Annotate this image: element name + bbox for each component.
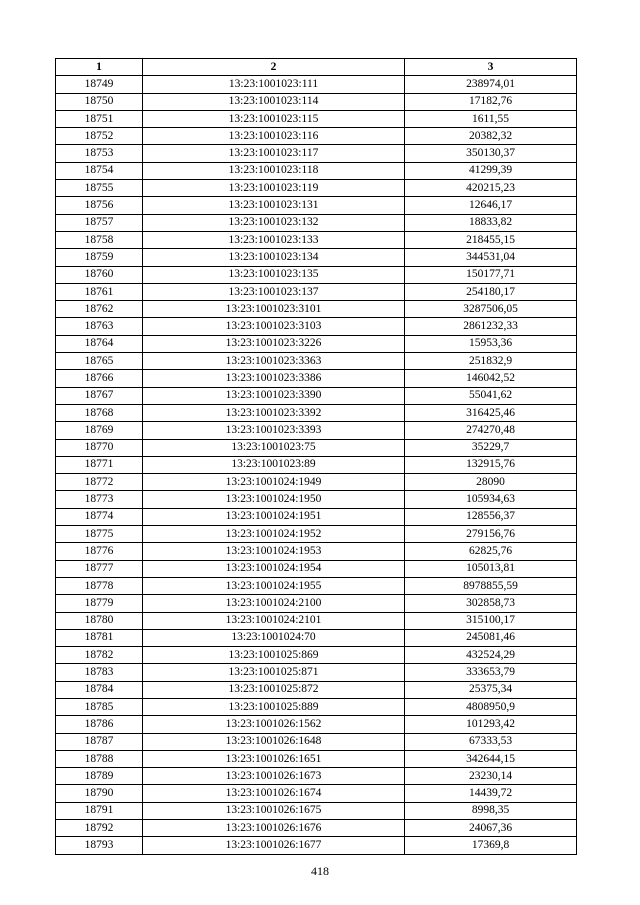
row-number-cell: 18754 [56, 162, 143, 179]
table-row [56, 197, 577, 214]
cadastral-number-cell: 13:23:1001024:1949 [143, 474, 405, 491]
cadastral-number-cell: 13:23:1001023:3386 [143, 370, 405, 387]
table-row [56, 837, 577, 854]
cadastral-number-cell: 13:23:1001023:117 [143, 145, 405, 162]
row-number-cell: 18790 [56, 785, 143, 802]
cadastral-number-cell: 13:23:1001023:118 [143, 162, 405, 179]
table-row [56, 76, 577, 93]
table-row [56, 577, 577, 594]
table-row [56, 249, 577, 266]
table-row [56, 128, 577, 145]
value-cell: 150177,71 [405, 266, 577, 283]
cadastral-number-cell: 13:23:1001024:2101 [143, 612, 405, 629]
cadastral-number-cell: 13:23:1001023:3390 [143, 387, 405, 404]
row-number-cell: 18757 [56, 214, 143, 231]
table-row [56, 214, 577, 231]
table-row [56, 335, 577, 352]
row-number-cell: 18783 [56, 664, 143, 681]
row-number-cell: 18767 [56, 387, 143, 404]
cadastral-number-cell: 13:23:1001026:1673 [143, 768, 405, 785]
table-row [56, 560, 577, 577]
cadastral-number-cell: 13:23:1001023:135 [143, 266, 405, 283]
value-cell: 350130,37 [405, 145, 577, 162]
row-number-cell: 18776 [56, 543, 143, 560]
value-cell: 101293,42 [405, 716, 577, 733]
cadastral-number-cell: 13:23:1001024:1952 [143, 526, 405, 543]
column-header-1: 1 [56, 59, 143, 76]
row-number-cell: 18792 [56, 820, 143, 837]
value-cell: 24067,36 [405, 820, 577, 837]
cadastral-number-cell: 13:23:1001026:1674 [143, 785, 405, 802]
column-header-3: 3 [405, 59, 577, 76]
value-cell: 17182,76 [405, 93, 577, 110]
row-number-cell: 18765 [56, 353, 143, 370]
cadastral-number-cell: 13:23:1001024:70 [143, 629, 405, 646]
table-body [56, 76, 577, 854]
value-cell: 12646,17 [405, 197, 577, 214]
value-cell: 4808950,9 [405, 698, 577, 715]
table-row [56, 768, 577, 785]
table-row [56, 508, 577, 525]
table-row [56, 283, 577, 300]
row-number-cell: 18771 [56, 456, 143, 473]
row-number-cell: 18770 [56, 439, 143, 456]
table-row [56, 716, 577, 733]
table-row [56, 750, 577, 767]
value-cell: 2861232,33 [405, 318, 577, 335]
value-cell: 274270,48 [405, 422, 577, 439]
table-row [56, 231, 577, 248]
row-number-cell: 18789 [56, 768, 143, 785]
cadastral-number-cell: 13:23:1001023:133 [143, 231, 405, 248]
cadastral-number-cell: 13:23:1001024:1953 [143, 543, 405, 560]
row-number-cell: 18752 [56, 128, 143, 145]
row-number-cell: 18768 [56, 404, 143, 421]
row-number-cell: 18780 [56, 612, 143, 629]
table-row [56, 612, 577, 629]
cadastral-number-cell: 13:23:1001023:3103 [143, 318, 405, 335]
table-row [56, 491, 577, 508]
cadastral-number-cell: 13:23:1001025:872 [143, 681, 405, 698]
cadastral-number-cell: 13:23:1001023:119 [143, 180, 405, 197]
table-row [56, 370, 577, 387]
table-row [56, 629, 577, 646]
value-cell: 333653,79 [405, 664, 577, 681]
row-number-cell: 18751 [56, 110, 143, 127]
row-number-cell: 18791 [56, 802, 143, 819]
row-number-cell: 18781 [56, 629, 143, 646]
table-row [56, 664, 577, 681]
table-row [56, 145, 577, 162]
column-header-2: 2 [143, 59, 405, 76]
row-number-cell: 18756 [56, 197, 143, 214]
cadastral-number-cell: 13:23:1001025:869 [143, 647, 405, 664]
cadastral-number-cell: 13:23:1001026:1675 [143, 802, 405, 819]
value-cell: 238974,01 [405, 76, 577, 93]
table-row [56, 474, 577, 491]
row-number-cell: 18772 [56, 474, 143, 491]
row-number-cell: 18785 [56, 698, 143, 715]
row-number-cell: 18782 [56, 647, 143, 664]
table-row [56, 785, 577, 802]
cadastral-number-cell: 13:23:1001025:871 [143, 664, 405, 681]
row-number-cell: 18775 [56, 526, 143, 543]
cadastral-number-cell: 13:23:1001026:1677 [143, 837, 405, 854]
value-cell: 128556,37 [405, 508, 577, 525]
table-row [56, 266, 577, 283]
value-cell: 41299,39 [405, 162, 577, 179]
cadastral-number-cell: 13:23:1001023:75 [143, 439, 405, 456]
cadastral-number-cell: 13:23:1001023:3393 [143, 422, 405, 439]
table-row [56, 110, 577, 127]
value-cell: 146042,52 [405, 370, 577, 387]
row-number-cell: 18761 [56, 283, 143, 300]
value-cell: 302858,73 [405, 595, 577, 612]
table-row [56, 456, 577, 473]
value-cell: 1611,55 [405, 110, 577, 127]
value-cell: 20382,32 [405, 128, 577, 145]
row-number-cell: 18750 [56, 93, 143, 110]
table-row [56, 301, 577, 318]
cadastral-number-cell: 13:23:1001023:131 [143, 197, 405, 214]
value-cell: 420215,23 [405, 180, 577, 197]
cadastral-number-cell: 13:23:1001024:1951 [143, 508, 405, 525]
table-row [56, 802, 577, 819]
row-number-cell: 18773 [56, 491, 143, 508]
row-number-cell: 18758 [56, 231, 143, 248]
cadastral-number-cell: 13:23:1001025:889 [143, 698, 405, 715]
value-cell: 316425,46 [405, 404, 577, 421]
value-cell: 18833,82 [405, 214, 577, 231]
cadastral-number-cell: 13:23:1001024:1950 [143, 491, 405, 508]
row-number-cell: 18753 [56, 145, 143, 162]
row-number-cell: 18762 [56, 301, 143, 318]
data-table [55, 58, 577, 855]
table-row [56, 698, 577, 715]
table-row [56, 647, 577, 664]
cadastral-number-cell: 13:23:1001023:3101 [143, 301, 405, 318]
value-cell: 279156,76 [405, 526, 577, 543]
row-number-cell: 18779 [56, 595, 143, 612]
table-row [56, 526, 577, 543]
cadastral-number-cell: 13:23:1001023:134 [143, 249, 405, 266]
table-row [56, 733, 577, 750]
table-row [56, 318, 577, 335]
value-cell: 245081,46 [405, 629, 577, 646]
row-number-cell: 18766 [56, 370, 143, 387]
cadastral-number-cell: 13:23:1001026:1676 [143, 820, 405, 837]
cadastral-number-cell: 13:23:1001026:1651 [143, 750, 405, 767]
value-cell: 25375,34 [405, 681, 577, 698]
table-row [56, 595, 577, 612]
cadastral-number-cell: 13:23:1001023:114 [143, 93, 405, 110]
value-cell: 28090 [405, 474, 577, 491]
cadastral-number-cell: 13:23:1001023:111 [143, 76, 405, 93]
value-cell: 35229,7 [405, 439, 577, 456]
row-number-cell: 18793 [56, 837, 143, 854]
cadastral-number-cell: 13:23:1001026:1562 [143, 716, 405, 733]
cadastral-number-cell: 13:23:1001023:3363 [143, 353, 405, 370]
table-row [56, 543, 577, 560]
value-cell: 105013,81 [405, 560, 577, 577]
row-number-cell: 18764 [56, 335, 143, 352]
table-row [56, 387, 577, 404]
row-number-cell: 18774 [56, 508, 143, 525]
row-number-cell: 18788 [56, 750, 143, 767]
row-number-cell: 18759 [56, 249, 143, 266]
cadastral-number-cell: 13:23:1001023:137 [143, 283, 405, 300]
page-number: 418 [311, 864, 329, 878]
table-row [56, 820, 577, 837]
value-cell: 315100,17 [405, 612, 577, 629]
row-number-cell: 18763 [56, 318, 143, 335]
value-cell: 14439,72 [405, 785, 577, 802]
cadastral-number-cell: 13:23:1001023:115 [143, 110, 405, 127]
cadastral-number-cell: 13:23:1001024:1955 [143, 577, 405, 594]
cadastral-number-cell: 13:23:1001024:1954 [143, 560, 405, 577]
row-number-cell: 18749 [56, 76, 143, 93]
cadastral-number-cell: 13:23:1001026:1648 [143, 733, 405, 750]
row-number-cell: 18755 [56, 180, 143, 197]
value-cell: 55041,62 [405, 387, 577, 404]
table-header-row [56, 59, 577, 76]
table-row [56, 180, 577, 197]
value-cell: 251832,9 [405, 353, 577, 370]
value-cell: 8998,35 [405, 802, 577, 819]
row-number-cell: 18777 [56, 560, 143, 577]
cadastral-number-cell: 13:23:1001024:2100 [143, 595, 405, 612]
value-cell: 62825,76 [405, 543, 577, 560]
table-row [56, 404, 577, 421]
cadastral-number-cell: 13:23:1001023:3226 [143, 335, 405, 352]
value-cell: 432524,29 [405, 647, 577, 664]
row-number-cell: 18778 [56, 577, 143, 594]
table-row [56, 422, 577, 439]
row-number-cell: 18760 [56, 266, 143, 283]
cadastral-number-cell: 13:23:1001023:89 [143, 456, 405, 473]
cadastral-number-cell: 13:23:1001023:132 [143, 214, 405, 231]
table-row [56, 162, 577, 179]
value-cell: 67333,53 [405, 733, 577, 750]
value-cell: 132915,76 [405, 456, 577, 473]
value-cell: 23230,14 [405, 768, 577, 785]
value-cell: 218455,15 [405, 231, 577, 248]
value-cell: 105934,63 [405, 491, 577, 508]
value-cell: 8978855,59 [405, 577, 577, 594]
table-row [56, 353, 577, 370]
row-number-cell: 18787 [56, 733, 143, 750]
table-row [56, 681, 577, 698]
value-cell: 3287506,05 [405, 301, 577, 318]
value-cell: 344531,04 [405, 249, 577, 266]
table-row [56, 439, 577, 456]
value-cell: 342644,15 [405, 750, 577, 767]
row-number-cell: 18786 [56, 716, 143, 733]
table-row [56, 93, 577, 110]
cadastral-number-cell: 13:23:1001023:116 [143, 128, 405, 145]
cadastral-number-cell: 13:23:1001023:3392 [143, 404, 405, 421]
row-number-cell: 18769 [56, 422, 143, 439]
value-cell: 17369,8 [405, 837, 577, 854]
value-cell: 254180,17 [405, 283, 577, 300]
row-number-cell: 18784 [56, 681, 143, 698]
value-cell: 15953,36 [405, 335, 577, 352]
